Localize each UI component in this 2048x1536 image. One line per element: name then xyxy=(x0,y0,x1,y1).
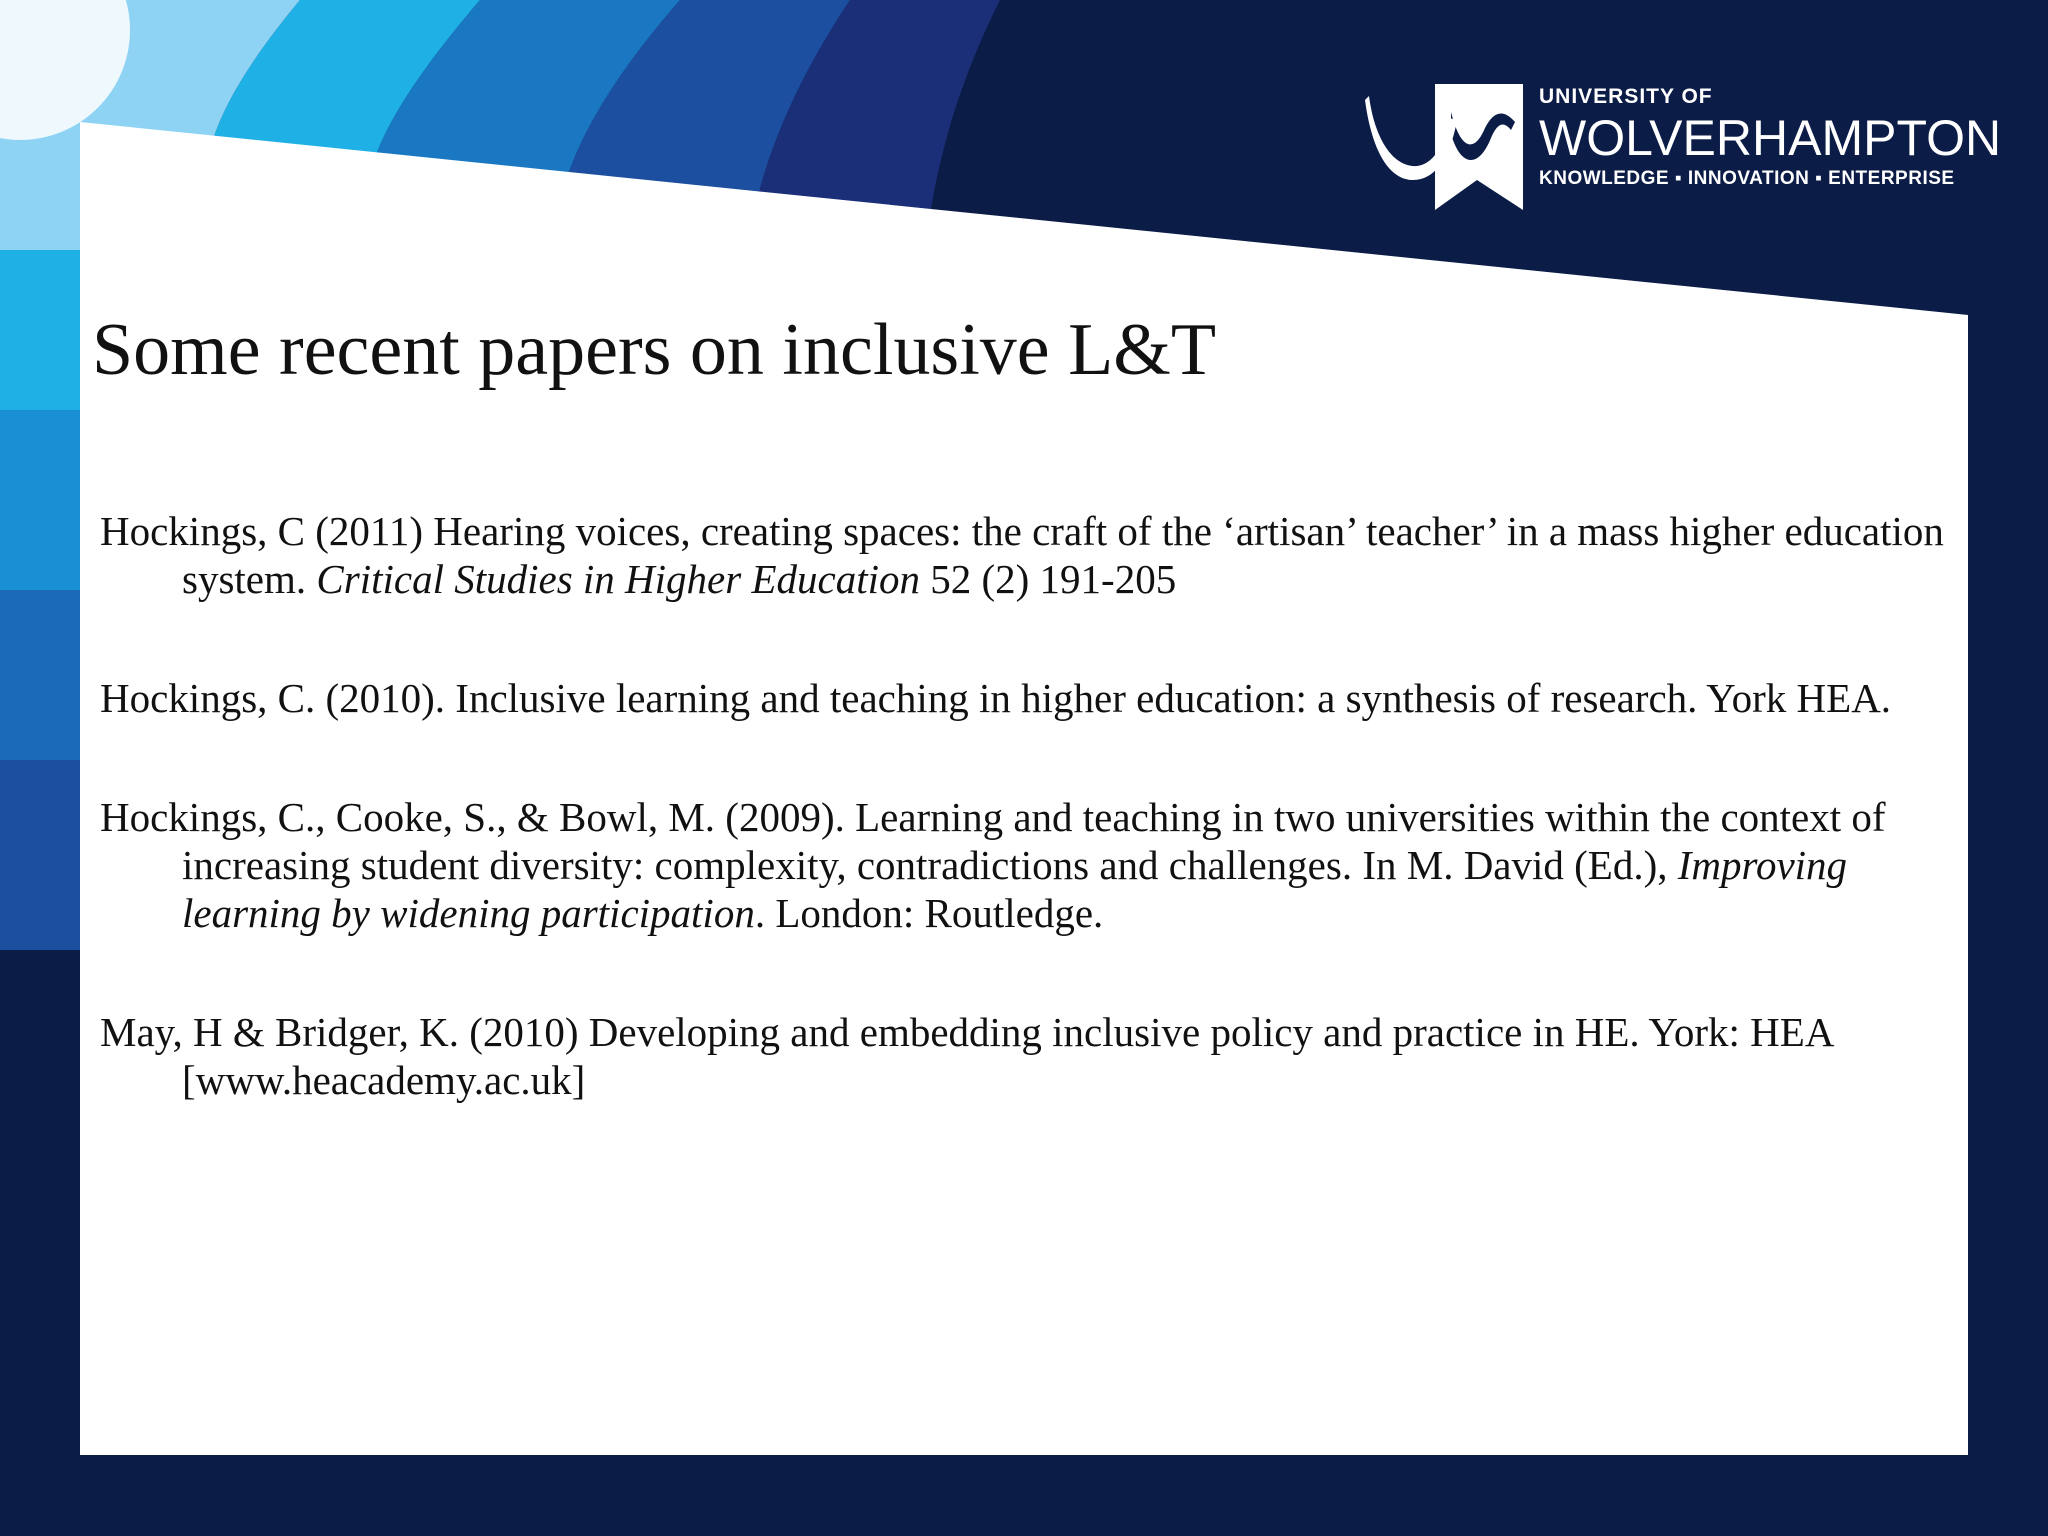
reference-details: 52 (2) 191-205 xyxy=(919,556,1177,602)
reference-list xyxy=(100,507,1970,1175)
logo-line-2: WOLVERHAMPTON xyxy=(1539,110,2002,166)
reference-details: . London: Routledge. xyxy=(754,890,1104,936)
reference-journal: Critical Studies in Higher Education xyxy=(316,556,920,602)
stripe-band xyxy=(0,250,90,410)
stripe-band xyxy=(0,760,90,950)
reference-item xyxy=(100,1008,1970,1104)
logo-tagline: KNOWLEDGE ▪ INNOVATION ▪ ENTERPRISE xyxy=(1539,168,1955,189)
reference-item xyxy=(100,793,1970,937)
logo-line-1: UNIVERSITY OF xyxy=(1539,85,1713,108)
reference-item xyxy=(100,507,1970,603)
stripe-band xyxy=(0,590,90,760)
reference-text: Hockings, C., Cooke, S., & Bowl, M. (2009). Learning and teaching in two universities within the context of increasing student diversity: complexity, contradictions and challenges. In M. David (Ed.), xyxy=(100,794,1886,888)
university-logo xyxy=(1365,82,2002,212)
reference-text: May, H & Bridger, K. (2010) Developing and embedding inclusive policy and practice in HE. York: HEA [www.heacademy.ac.uk] xyxy=(100,1009,1833,1103)
wolverhampton-logo-icon xyxy=(1365,82,1525,212)
logo-wordmark xyxy=(1539,86,2001,188)
reference-text: Hockings, C. (2010). Inclusive learning and teaching in higher education: a synthesis of research. York HEA. xyxy=(100,675,1892,721)
stripe-band xyxy=(0,410,90,590)
reference-item xyxy=(100,674,1970,722)
reference-text: Hockings, C (2011) Hearing voices, creating spaces: the craft of the ‘artisan’ teacher’ in a mass higher education system. xyxy=(100,508,1944,602)
slide-title: Some recent papers on inclusive L&T xyxy=(92,309,1217,391)
reference-book-title: Improving learning by widening participation xyxy=(182,842,1848,936)
